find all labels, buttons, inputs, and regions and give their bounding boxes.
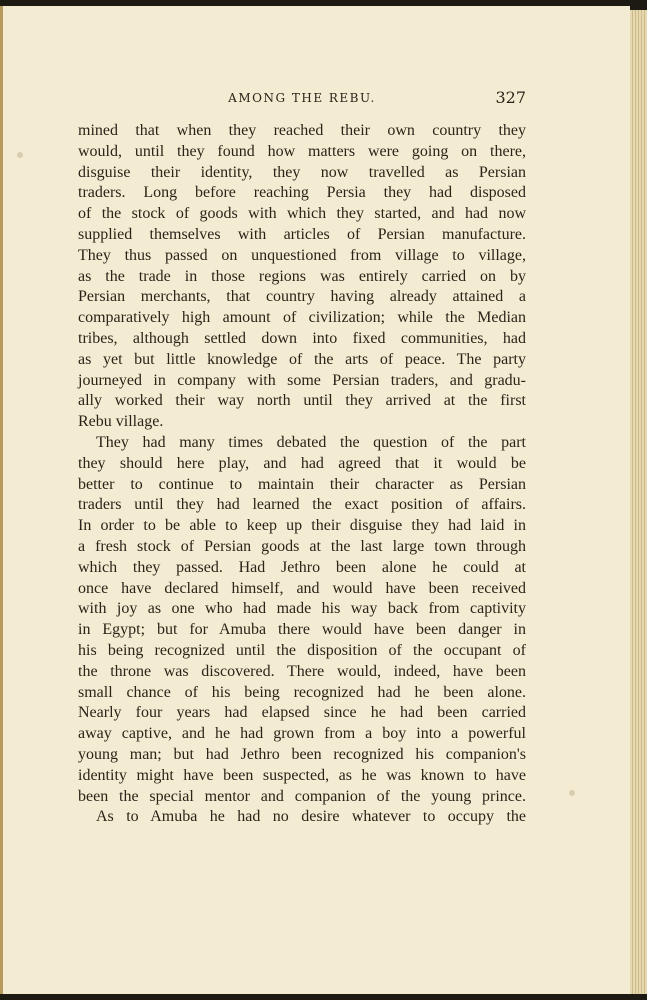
text-line: with joy as one who had made his way back from captivity (78, 600, 526, 618)
text-line: which they passed. Had Jethro been alone he could at (78, 558, 526, 576)
text-line: the throne was discovered. There would, indeed, have been (78, 662, 526, 680)
text-line: supplied themselves with articles of Persian manufacture. (78, 225, 526, 243)
text-line: Rebu village. (78, 413, 164, 431)
text-line: a fresh stock of Persian goods at the last large town through (78, 537, 526, 555)
text-line: ally worked their way north until they arrived at the first (78, 392, 526, 410)
text-line: comparatively high amount of civilization; while the Median (78, 309, 526, 327)
text-line: they should here play, and had agreed that it would be (78, 454, 526, 472)
page-number: 327 (495, 88, 526, 107)
page-spot (17, 152, 23, 158)
text-line: They thus passed on unquestioned from village to village, (78, 246, 526, 264)
text-line: in Egypt; but for Amuba there would have been danger in (78, 621, 526, 639)
text-line: They had many times debated the question of the part (96, 433, 526, 451)
text-line: been the special mentor and companion of the young prince. (78, 787, 526, 805)
text-line: his being recognized until the disposition of the occupant of (78, 641, 526, 659)
text-line: tribes, although settled down into fixed communities, had (78, 329, 526, 347)
text-line: Nearly four years had elapsed since he had been carried (78, 704, 526, 722)
running-head: AMONG THE REBU. (228, 91, 376, 105)
text-line: traders. Long before reaching Persia they had disposed (78, 184, 526, 202)
text-line: as yet but little knowledge of the arts of peace. The party (78, 350, 526, 368)
text-line: would, until they found how matters were going on there, (78, 142, 526, 160)
text-line: traders until they had learned the exact position of affairs. (78, 496, 526, 514)
text-line: As to Amuba he had no desire whatever to occupy the (96, 808, 526, 826)
text-line: Persian merchants, that country having already attained a (78, 288, 526, 306)
page-header (78, 88, 526, 110)
text-line: better to continue to maintain their character as Persian (78, 475, 526, 493)
text-line: small chance of his being recognized had he been alone. (78, 683, 526, 701)
body-text (78, 121, 526, 828)
page-edges (630, 10, 647, 994)
text-line: In order to be able to keep up their disguise they had laid in (78, 517, 526, 535)
text-line: young man; but had Jethro been recognized his companion's (78, 745, 526, 763)
text-line: of the stock of goods with which they started, and had now (78, 205, 526, 223)
text-line: identity might have been suspected, as he was known to have (78, 766, 526, 784)
text-line: as the trade in those regions was entirely carried on by (78, 267, 526, 285)
text-line: journeyed in company with some Persian traders, and gradu- (78, 371, 526, 389)
text-line: away captive, and he had grown from a boy into a powerful (78, 725, 526, 743)
text-line: disguise their identity, they now travelled as Persian (78, 163, 526, 181)
text-line: once have declared himself, and would have been received (78, 579, 526, 597)
page-spot (569, 790, 575, 796)
text-line: mined that when they reached their own country they (78, 122, 526, 139)
